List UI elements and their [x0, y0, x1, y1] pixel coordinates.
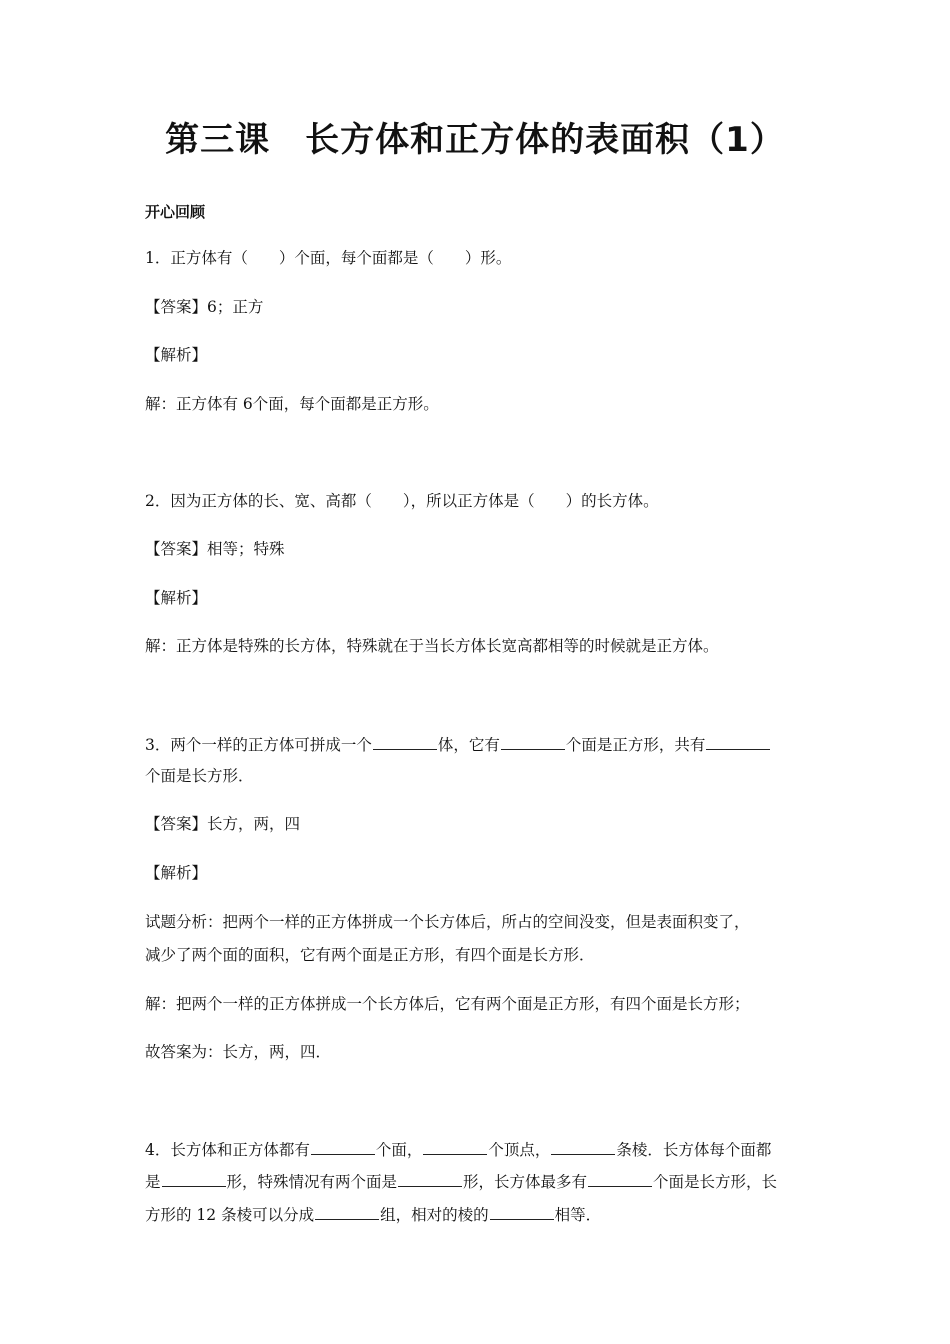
question-1-analysis-label: 【解析】 — [145, 346, 208, 364]
answer-blank[interactable] — [162, 1170, 226, 1187]
q4-text: 形，特殊情况有两个面是 — [226, 1173, 398, 1191]
question-1-answer: 【答案】6；正方 — [145, 298, 264, 316]
answer-blank[interactable] — [501, 733, 565, 750]
answer-blank[interactable] — [311, 1138, 375, 1155]
q4-text: 4．长方体和正方体都有 — [145, 1141, 310, 1159]
answer-blank[interactable] — [706, 733, 770, 750]
q3-text-a: 3．两个一样的正方体可拼成一个 — [145, 736, 372, 754]
answer-blank[interactable] — [315, 1203, 379, 1220]
q4-text: 是 — [145, 1173, 161, 1191]
q4-text: 条棱．长方体每个面都 — [616, 1141, 772, 1159]
lesson-title: 第三课 长方体和正方体的表面积（1） — [165, 120, 785, 160]
question-3-solution: 解：把两个一样的正方体拼成一个长方体后，它有两个面是正方形，有四个面是长方形； — [145, 995, 750, 1013]
question-3-analysis-label: 【解析】 — [145, 864, 208, 882]
question-4-line-3 — [145, 1203, 601, 1226]
question-3-conclusion: 故答案为：长方，两，四． — [145, 1043, 332, 1061]
q3-text-b: 体，它有 — [437, 736, 500, 754]
answer-blank[interactable] — [551, 1138, 615, 1155]
question-2-text: 2．因为正方体的长、宽、高都（ ），所以正方体是（ ）的长方体。 — [145, 492, 659, 510]
answer-blank[interactable] — [373, 733, 437, 750]
question-2-analysis-label: 【解析】 — [145, 589, 208, 607]
answer-blank[interactable] — [423, 1138, 487, 1155]
q4-text: 相等． — [554, 1206, 602, 1224]
question-3-text-cont: 个面是长方形． — [145, 767, 254, 785]
answer-blank[interactable] — [490, 1203, 554, 1220]
question-4-line-2 — [145, 1170, 777, 1193]
question-3-text — [145, 733, 771, 756]
section-heading: 开心回顾 — [145, 203, 206, 221]
q4-text: 方形的 12 条棱可以分成 — [145, 1206, 315, 1224]
question-3-analysis-line-1: 试题分析：把两个一样的正方体拼成一个长方体后，所占的空间没变，但是表面积变了， — [145, 913, 750, 931]
q3-text-c: 个面是正方形，共有 — [565, 736, 706, 754]
question-1-text: 1．正方体有（ ）个面，每个面都是（ ）形。 — [145, 249, 512, 267]
answer-blank[interactable] — [588, 1170, 652, 1187]
question-3-analysis-line-2: 减少了两个面的面积，它有两个面是正方形，有四个面是长方形． — [145, 946, 595, 964]
question-3-answer: 【答案】长方，两，四 — [145, 815, 301, 833]
question-2-answer: 【答案】相等；特殊 — [145, 540, 285, 558]
question-1-solution: 解：正方体有 6个面，每个面都是正方形。 — [145, 395, 439, 413]
question-4-line-1 — [145, 1138, 771, 1161]
question-2-solution: 解：正方体是特殊的长方体，特殊就在于当长方体长宽高都相等的时候就是正方体。 — [145, 637, 719, 655]
q4-text: 个面， — [375, 1141, 423, 1159]
q4-text: 形，长方体最多有 — [463, 1173, 588, 1191]
q4-text: 个顶点， — [488, 1141, 551, 1159]
q4-text: 个面是长方形，长 — [653, 1173, 778, 1191]
q4-text: 组，相对的棱的 — [380, 1206, 489, 1224]
answer-blank[interactable] — [398, 1170, 462, 1187]
